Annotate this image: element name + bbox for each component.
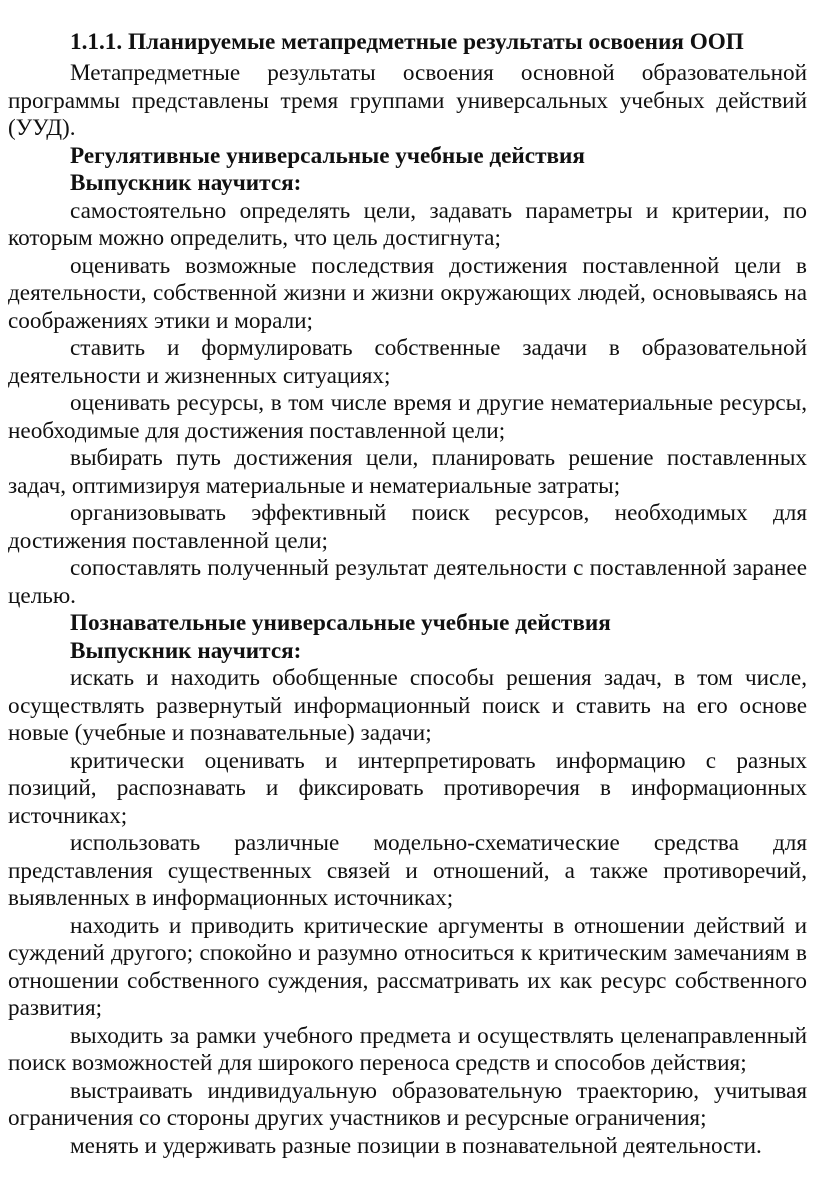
intro-paragraph: Метапредметные результаты освоения основной образовательной программы представлены тремя группами универсальных учебных действий (УУД).: [8, 60, 807, 141]
cognitive-item: использовать различные модельно-схематические средства для представления существенных связей и отношений, а также противоречий, выявленных в информационных источниках;: [8, 830, 807, 911]
cognitive-heading: Познавательные универсальные учебные действия: [70, 610, 611, 636]
document-page: [8, 0, 807, 1160]
regulatory-item: организовывать эффективный поиск ресурсов, необходимых для достижения поставленной цели;: [8, 500, 807, 554]
cognitive-subheading: Выпускник научится:: [70, 637, 302, 664]
cognitive-item: менять и удерживать разные позиции в познавательной деятельности.: [70, 1132, 762, 1159]
regulatory-heading: Регулятивные универсальные учебные действия: [70, 142, 585, 169]
section-title: 1.1.1. Планируемые метапредметные результаты освоения ООП: [70, 29, 744, 55]
regulatory-item: оценивать возможные последствия достижения поставленной цели в деятельности, собственной жизни и жизни окружающих людей, основываясь на соображениях этики и морали;: [8, 252, 807, 334]
regulatory-subheading: Выпускник научится:: [70, 170, 302, 196]
regulatory-item: оценивать ресурсы, в том числе время и другие нематериальные ресурсы, необходимые для достижения поставленной цели;: [8, 390, 807, 444]
regulatory-item: выбирать путь достижения цели, планировать решение поставленных задач, оптимизируя материальные и нематериальные затраты;: [8, 445, 807, 499]
regulatory-item: ставить и формулировать собственные задачи в образовательной деятельности и жизненных ситуациях;: [8, 335, 807, 389]
regulatory-item: самостоятельно определять цели, задавать параметры и критерии, по которым можно определить, что цель достигнута;: [8, 197, 807, 251]
cognitive-item: искать и находить обобщенные способы решения задач, в том числе, осуществлять развернутый информационный поиск и ставить на его основе новые (учебные и познавательные) задачи;: [8, 665, 807, 746]
cognitive-item: выходить за рамки учебного предмета и осуществлять целенаправленный поиск возможностей для широкого переноса средств и способов действия;: [8, 1022, 807, 1076]
cognitive-item: выстраивать индивидуальную образовательную траекторию, учитывая ограничения со стороны других участников и ресурсные ограничения;: [8, 1077, 807, 1131]
regulatory-item: сопоставлять полученный результат деятельности с поставленной заранее целью.: [8, 555, 807, 609]
cognitive-item: критически оценивать и интерпретировать информацию с разных позиций, распознавать и фиксировать противоречия в информационных источниках;: [8, 747, 807, 829]
cognitive-item: находить и приводить критические аргументы в отношении действий и суждений другого; спокойно и разумно относиться к критическим замечаниям в отношении собственного суждения, рассматривать их как ресурс собственного развития;: [8, 912, 807, 1021]
